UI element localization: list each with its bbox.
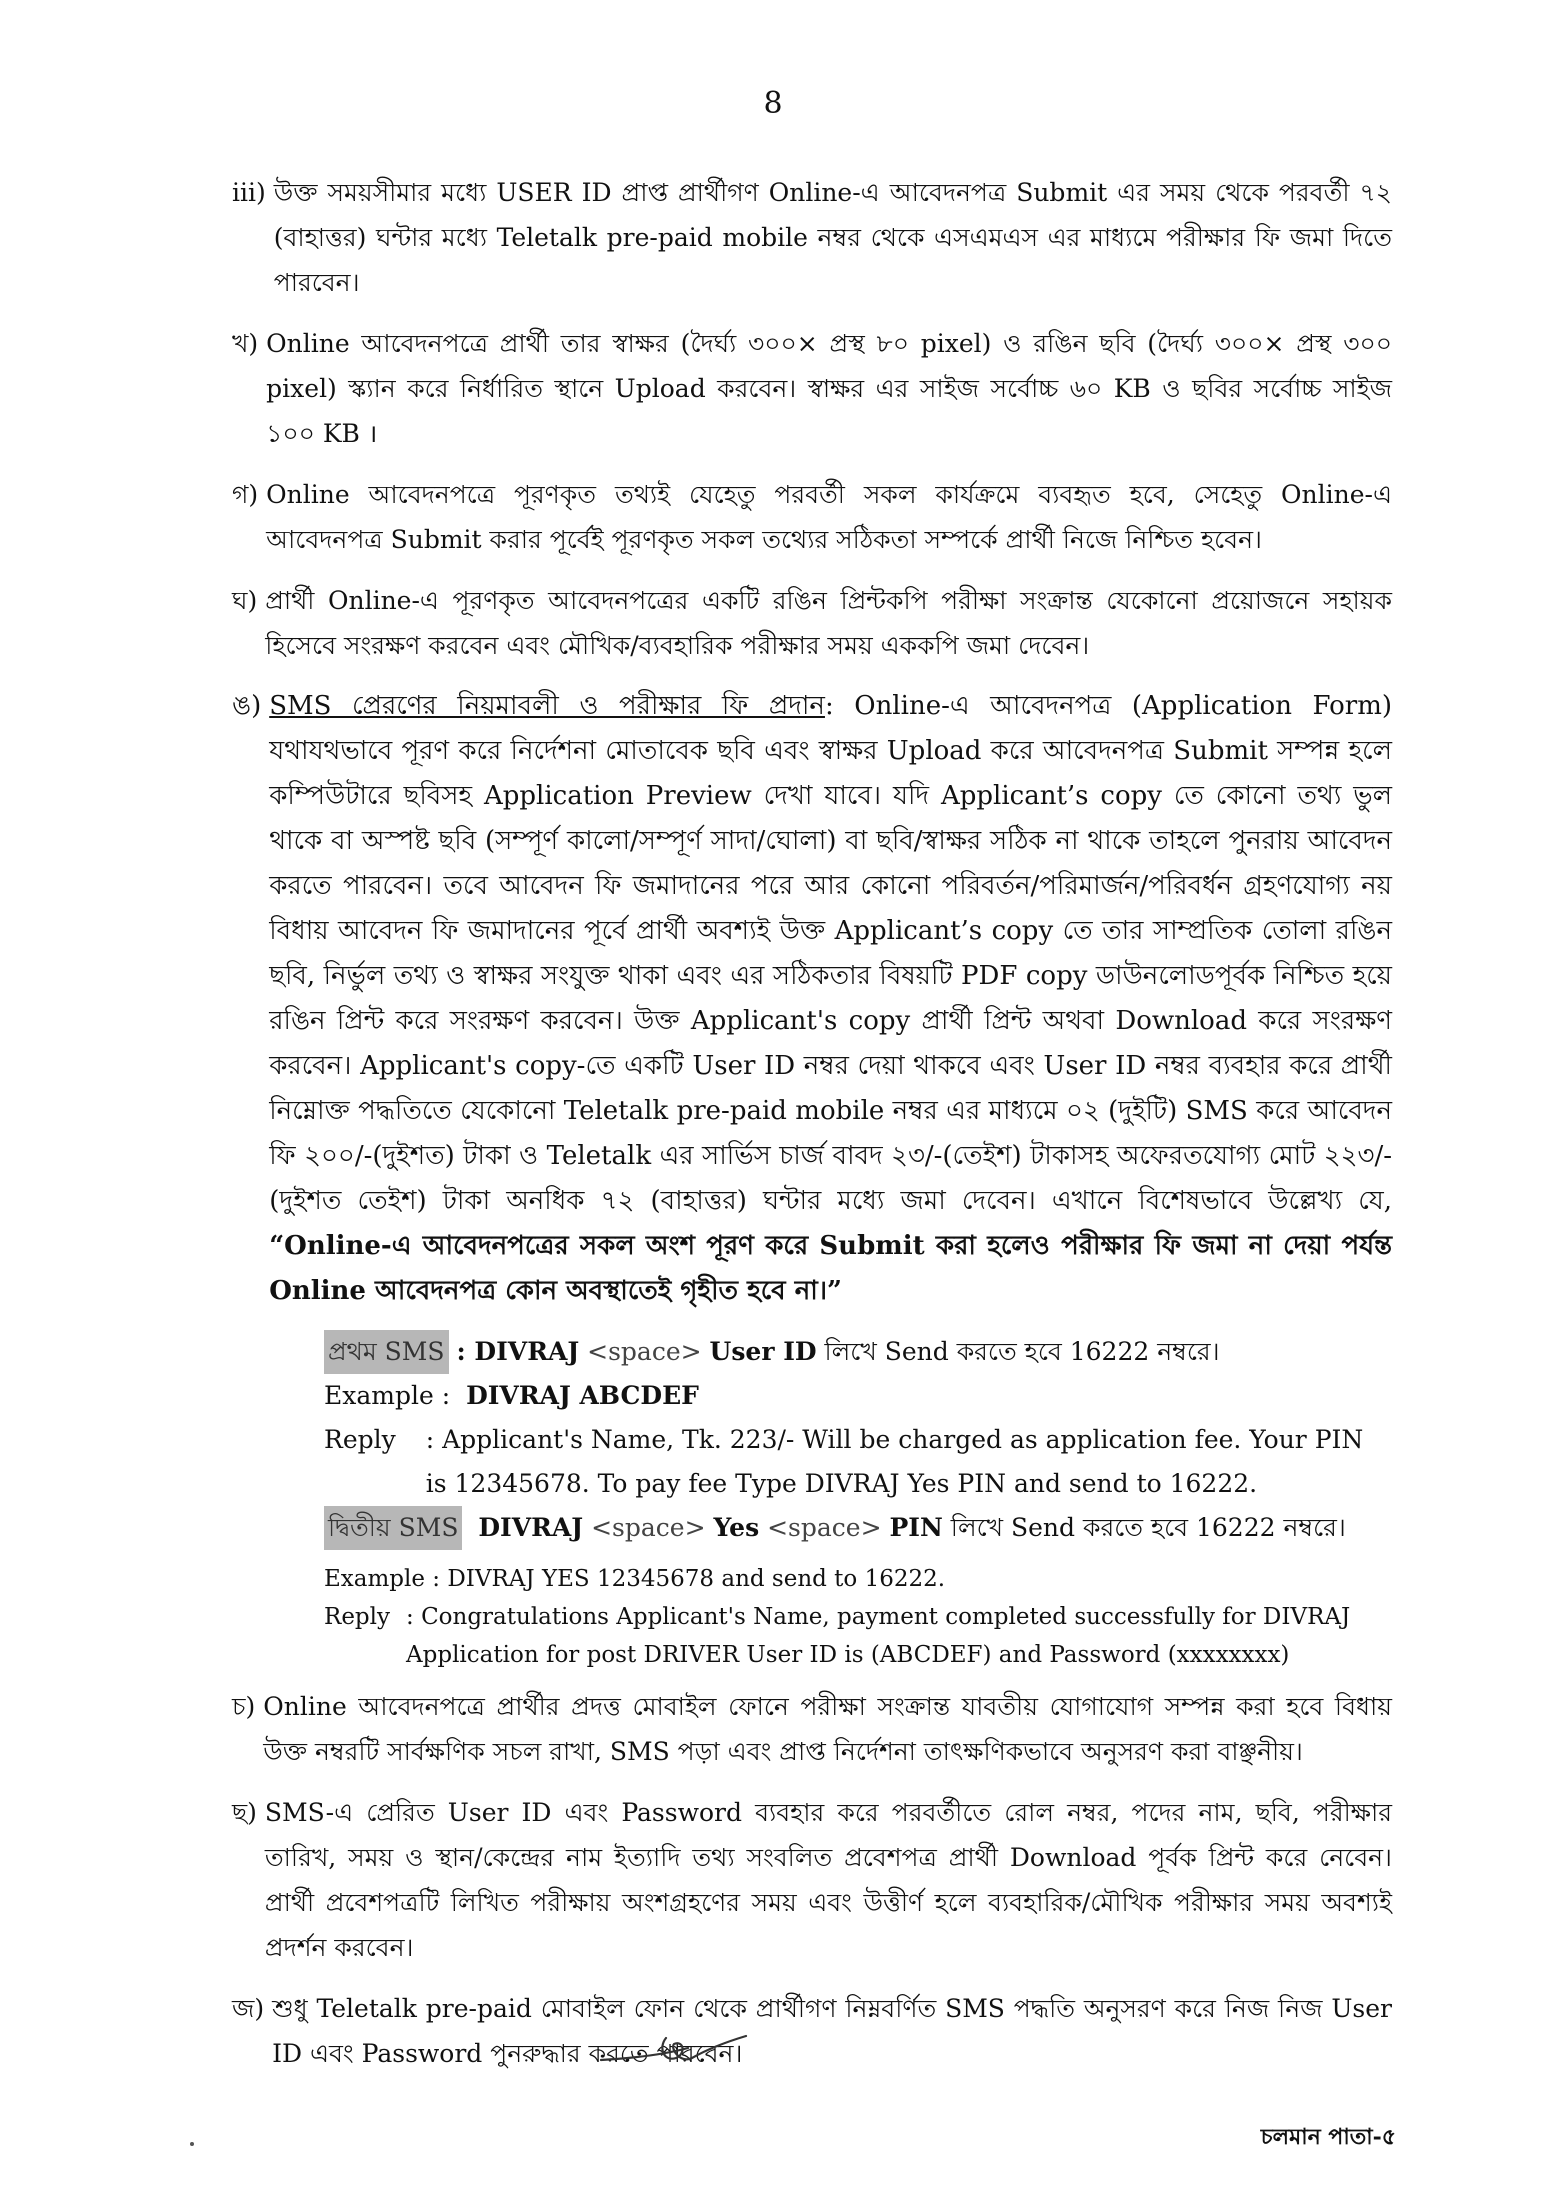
pin-token: PIN: [889, 1513, 943, 1542]
example-label: Example: [324, 1381, 434, 1410]
example-2-row: Example : DIVRAJ YES 12345678 and send to 16222.: [324, 1566, 946, 1592]
reply-value: : Congratulations Applicant's Name, payment completed successfully for DIVRAJ Application for post DRIVER User ID is (ABCDEF) and Password (xxxxxxxx): [406, 1604, 1351, 1668]
reply-value: : Applicant's Name, Tk. 223/- Will be charged as application fee. Your PIN is 12345678. To pay fee Type DIVRAJ Yes PIN and send to 16222.: [425, 1425, 1364, 1498]
list-item-gha: [232, 578, 1392, 668]
sms-confirmation: [324, 1560, 1392, 1674]
item-marker: জ): [232, 1994, 265, 2023]
page-number: 8: [763, 86, 783, 121]
item-text: Online আবেদনপত্রে প্রার্থীর প্রদত্ত মোবাইল ফোনে পরীক্ষা সংক্রান্ত যাবতীয় যোগাযোগ সম্পন্ন করা হবে বিধায় উক্ত নম্বরটি সার্বক্ষণিক সচল রাখা, SMS পড়া এবং প্রাপ্ত নির্দেশনা তাৎক্ষণিকভাবে অনুসরণ করা বাঞ্ছনীয়।: [263, 1692, 1392, 1766]
yes-token: Yes: [713, 1513, 760, 1542]
example-value: DIVRAJ ABCDEF: [466, 1381, 699, 1410]
item-text: Online আবেদনপত্রে প্রার্থী তার স্বাক্ষর (দৈর্ঘ্য ৩০০× প্রস্থ ৮০ pixel) ও রঙিন ছবি (দৈর্ঘ্য ৩০০× প্রস্থ ৩০০ pixel) স্ক্যান করে নির্ধারিত স্থানে Upload করবেন। স্বাক্ষর এর সাইজ সর্বোচ্চ ৬০ KB ও ছবির সর্বোচ্চ সাইজ ১০০ KB ।: [266, 329, 1392, 448]
item-marker: ছ): [232, 1798, 257, 1827]
second-sms-row: [324, 1506, 1392, 1550]
reply-1-row: [324, 1418, 1392, 1506]
example-1-row: [324, 1374, 1392, 1418]
item-marker: iii): [232, 178, 266, 207]
first-sms-label: প্রথম SMS: [324, 1330, 449, 1374]
list-item-ga: [232, 472, 1392, 562]
list-item-chha: [232, 1790, 1392, 1970]
space-token: <space>: [591, 1513, 706, 1542]
list-item-kha: [232, 321, 1392, 456]
first-sms-suffix: লিখে Send করতে হবে 16222 নম্বরে।: [824, 1337, 1220, 1366]
continued-page-note: চলমান পাতা-৫: [1260, 2124, 1396, 2150]
item-text: শুধু Teletalk pre-paid মোবাইল ফোন থেকে প্রার্থীগণ নিম্নবর্ণিত SMS পদ্ধতি অনুসরণ করে নিজ নিজ User ID এবং Password পুনরুদ্ধার করতে পারবেন।: [272, 1994, 1392, 2068]
second-sms-suffix: লিখে Send করতে হবে 16222 নম্বরে।: [950, 1513, 1346, 1542]
item-text: SMS-এ প্রেরিত User ID এবং Password ব্যবহার করে পরবর্তীতে রোল নম্বর, পদের নাম, ছবি, পরীক্ষার তারিখ, সময় ও স্থান/কেন্দ্রের নাম ইত্যাদি তথ্য সংবলিত প্রবেশপত্র প্রার্থী Download পূর্বক প্রিন্ট করে নেবেন। প্রার্থী প্রবেশপত্রটি লিখিত পরীক্ষায় অংশগ্রহণের সময় এবং উত্তীর্ণ হলে ব্যবহারিক/মৌখিক পরীক্ষার সময় অবশ্যই প্রদর্শন করবেন।: [264, 1798, 1392, 1962]
item-text: প্রার্থী Online-এ পূরণকৃত আবেদনপত্রের একটি রঙিন প্রিন্টকপি পরীক্ষা সংক্রান্ত যেকোনো প্রয়োজনে সহায়ক হিসেবে সংরক্ষণ করবেন এবং মৌখিক/ব্যবহারিক পরীক্ষার সময় এককপি জমা দেবেন।: [265, 586, 1392, 660]
space-token: <space>: [767, 1513, 882, 1542]
scan-speck: [190, 2142, 194, 2146]
section-heading: SMS প্রেরণের নিয়মাবলী ও পরীক্ষার ফি প্রদান: [269, 691, 825, 721]
reply-2-row: [324, 1598, 1392, 1674]
important-quote: “Online-এ আবেদনপত্রের সকল অংশ পূরণ করে Submit করা হলেও পরীক্ষার ফি জমা না দেয়া পর্যন্ত Online আবেদনপত্র কোন অবস্থাতেই গৃহীত হবে না।”: [269, 1231, 1392, 1306]
item-marker: চ): [232, 1692, 256, 1721]
divraj-token: DIVRAJ: [478, 1513, 584, 1542]
list-item-uma: [232, 684, 1392, 1314]
user-id-token: User ID: [709, 1337, 817, 1366]
reply-label: Reply: [324, 1604, 391, 1630]
signature-image: [596, 2018, 756, 2078]
item-marker: ঘ): [232, 586, 258, 615]
item-text: : Online-এ আবেদনপত্র (Application Form) যথাযথভাবে পূরণ করে নির্দেশনা মোতাবেক ছবি এবং স্বাক্ষর Upload করে আবেদনপত্র Submit সম্পন্ন হলে কম্পিউটারে ছবিসহ Application Preview দেখা যাবে। যদি Applicant’s copy তে কোনো তথ্য ভুল থাকে বা অস্পষ্ট ছবি (সম্পূর্ণ কালো/সম্পূর্ণ সাদা/ঘোলা) বা ছবি/স্বাক্ষর সঠিক না থাকে তাহলে পুনরায় আবেদন করতে পারবেন। তবে আবেদন ফি জমাদানের পরে আর কোনো পরিবর্তন/পরিমার্জন/পরিবর্ধন গ্রহণযোগ্য নয় বিধায় আবেদন ফি জমাদানের পূর্বে প্রার্থী অবশ্যই উক্ত Applicant’s copy তে তার সাম্প্রতিক তোলা রঙিন ছবি, নির্ভুল তথ্য ও স্বাক্ষর সংযুক্ত থাকা এবং এর সঠিকতার বিষয়টি PDF copy ডাউনলোডপূর্বক নিশ্চিত হয়ে রঙিন প্রিন্ট করে সংরক্ষণ করবেন। উক্ত Applicant's copy প্রার্থী প্রিন্ট অথবা Download করে সংরক্ষণ করবেন। Applicant's copy-তে একটি User ID নম্বর দেয়া থাকবে এবং User ID নম্বর ব্যবহার করে প্রার্থী নিম্নোক্ত পদ্ধতিতে যেকোনো Teletalk pre-paid mobile নম্বর এর মাধ্যমে ০২ (দুইটি) SMS করে আবেদন ফি ২০০/-(দুইশত) টাকা ও Teletalk এর সার্ভিস চার্জ বাবদ ২৩/-(তেইশ) টাকাসহ অফেরতযোগ্য মোট ২২৩/-(দুইশত তেইশ) টাকা অনধিক ৭২ (বাহাত্তর) ঘন্টার মধ্যে জমা দেবেন। এখানে বিশেষভাবে উল্লেখ্য যে,: [269, 691, 1392, 1216]
sms-instructions: [324, 1330, 1392, 1550]
item-text: উক্ত সময়সীমার মধ্যে USER ID প্রাপ্ত প্রার্থীগণ Online-এ আবেদনপত্র Submit এর সময় থেকে পরবর্তী ৭২ (বাহাত্তর) ঘন্টার মধ্যে Teletalk pre-paid mobile নম্বর থেকে এসএমএস এর মাধ্যমে পরীক্ষার ফি জমা দিতে পারবেন।: [273, 178, 1392, 297]
document-body: [232, 170, 1392, 2092]
list-item-cha: [232, 1684, 1392, 1774]
item-marker: খ): [232, 329, 259, 358]
example-separator: :: [441, 1381, 451, 1410]
list-item-ja: [232, 1986, 1392, 2076]
second-sms-label: দ্বিতীয় SMS: [324, 1506, 462, 1550]
item-marker: ঙ): [232, 691, 262, 721]
first-sms-row: [324, 1330, 1392, 1374]
first-sms-prefix: : DIVRAJ: [456, 1337, 580, 1366]
item-text: Online আবেদনপত্রে পূরণকৃত তথ্যই যেহেতু পরবর্তী সকল কার্যক্রমে ব্যবহৃত হবে, সেহেতু Online-এ আবেদনপত্র Submit করার পূর্বেই পূরণকৃত সকল তথ্যের সঠিকতা সম্পর্কে প্রার্থী নিজে নিশ্চিত হবেন।: [266, 480, 1392, 554]
item-body: [269, 684, 1392, 1314]
list-item-iii: [232, 170, 1392, 305]
reply-label: Reply: [324, 1425, 396, 1454]
space-token: <space>: [587, 1337, 702, 1366]
item-marker: গ): [232, 480, 259, 509]
